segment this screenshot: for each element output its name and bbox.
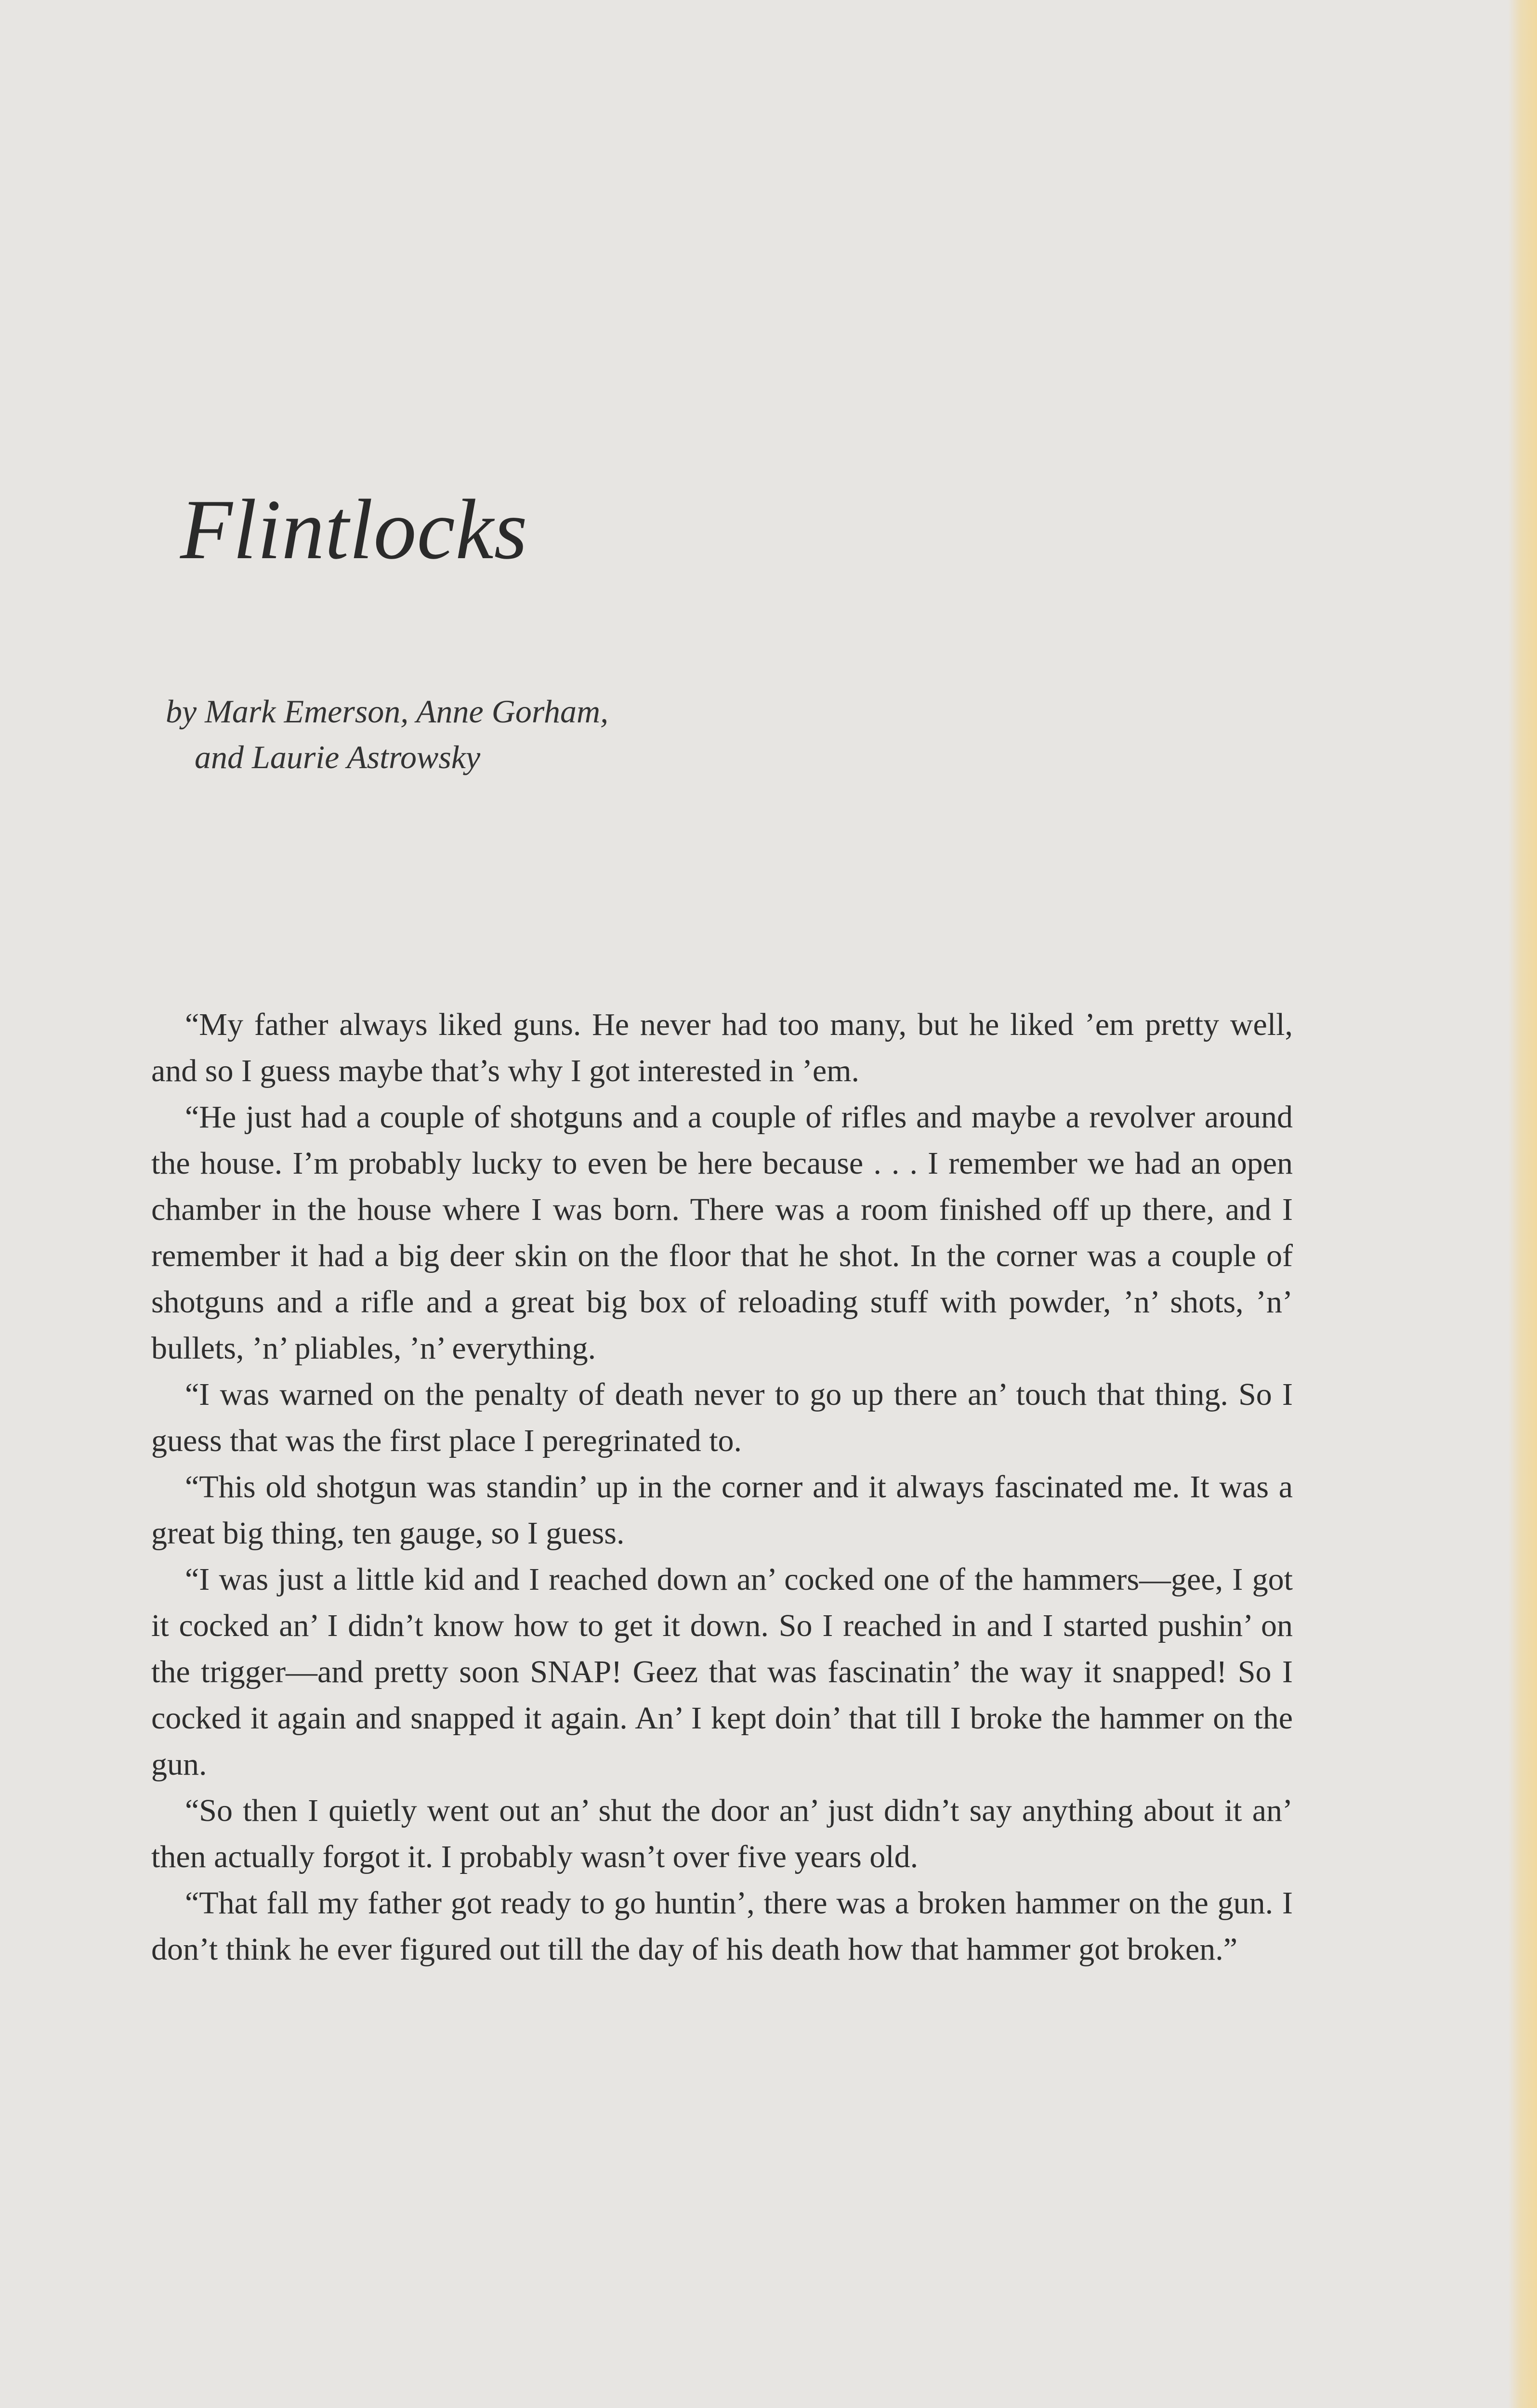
byline-line-1: by Mark Emerson, Anne Gorham, [166, 693, 609, 730]
article-body [151, 1002, 1293, 1973]
paragraph: “So then I quietly went out an’ shut the door an’ just didn’t say anything about it an’ then actually forgot it. I probably wasn’t over five years old. [151, 1793, 1293, 1874]
paragraph: “That fall my father got ready to go huntin’, there was a broken hammer on the gun. I don’t think he ever figured out till the day of his death how that hammer got broken.” [151, 1885, 1293, 1967]
paragraph: “He just had a couple of shotguns and a couple of rifles and maybe a revolver around the house. I’m probably lucky to even be here because . . . I remember we had an open chamber in the house where I was born. There was a room finished off up there, and I remember it had a big deer skin on the floor that he shot. In the corner was a couple of shotguns and a rifle and a great big box of reloading stuff with powder, ’n’ shots, ’n’ bullets, ’n’ pliables, ’n’ everything. [151, 1099, 1293, 1366]
paragraph: “My father always liked guns. He never had too many, but he liked ’em pretty well, and so I guess maybe that’s why I got interested in ’em. [151, 1007, 1293, 1088]
paper-edge [1508, 0, 1537, 2408]
byline [166, 689, 608, 780]
paragraph: “I was warned on the penalty of death never to go up there an’ touch that thing. So I guess that was the first place I peregrinated to. [151, 1377, 1293, 1458]
article-title: Flintlocks [180, 482, 528, 577]
paragraph: “This old shotgun was standin’ up in the corner and it always fascinated me. It was a great big thing, ten gauge, so I guess. [151, 1469, 1293, 1551]
paragraph: “I was just a little kid and I reached down an’ cocked one of the hammers—gee, I got it cocked an’ I didn’t know how to get it down. So I reached in and I started pushin’ on the trigger—and pretty soon SNAP! Geez that was fascinatin’ the way it snapped! So I cocked it again and snapped it again. An’ I kept doin’ that till I broke the hammer on the gun. [151, 1562, 1293, 1782]
byline-line-2: and Laurie Astrowsky [195, 739, 481, 775]
